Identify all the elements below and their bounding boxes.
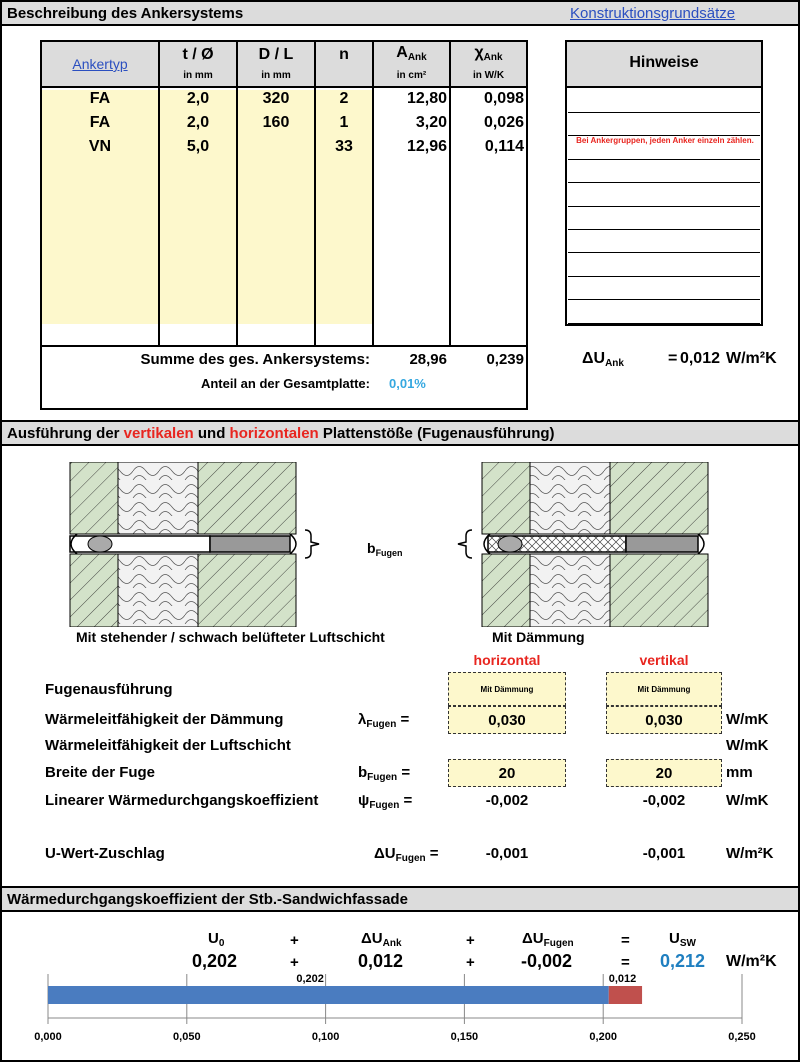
u0-value: 0,202 xyxy=(192,951,238,971)
anchor-cell-n[interactable]: 33 xyxy=(335,138,353,155)
plus-1: + xyxy=(290,932,299,949)
u-vertikal-value: -0,001 xyxy=(642,845,686,862)
lambda-unit: W/mK xyxy=(726,711,769,728)
psi-unit: W/mK xyxy=(726,792,769,809)
hint-row[interactable] xyxy=(568,230,760,253)
b-fugen-label: $b_{Fugen}$ xyxy=(367,540,403,558)
row-psi-label: Linearer Wärmedurchgangskoeffizient xyxy=(45,792,319,809)
lambda-symbol: $\lambda_{Fugen}$ = xyxy=(358,711,410,730)
anchor-cell-t[interactable]: 2,0 xyxy=(186,114,210,131)
row-luft-label: Wärmeleitfähigkeit der Luftschicht xyxy=(45,737,291,754)
anchor-cell-t[interactable]: 2,0 xyxy=(186,90,210,107)
usw-value: 0,212 xyxy=(660,951,706,971)
psi-vertikal-value: -0,002 xyxy=(642,792,686,809)
usw-bar-chart xyxy=(0,960,800,1050)
col-a: $A_{Ank}$ xyxy=(396,44,427,63)
sum-label: Summe des ges. Ankersystems: xyxy=(140,351,370,368)
breite-symbol: $b_{Fugen}$ = xyxy=(358,764,411,783)
caption-air: Mit stehender / schwach belüfteter Luftschicht xyxy=(76,629,385,645)
sum-chi: 0,239 xyxy=(486,351,524,368)
equals-2: = xyxy=(621,954,630,971)
x-tick-label: 0,150 xyxy=(450,1031,479,1043)
plus-3: + xyxy=(466,932,475,949)
joint-drawing-insulation xyxy=(448,462,718,627)
bar-label-0: 0,202 xyxy=(296,973,324,985)
usw-unit: W/m²K xyxy=(726,953,777,970)
hinweis-text: Bei Ankergruppen, jeden Anker einzeln zählen. xyxy=(576,136,754,145)
bar-segment-1 xyxy=(609,986,642,1004)
bar-segment-0 xyxy=(48,986,609,1004)
hint-row[interactable] xyxy=(568,277,760,300)
col-d: D / L xyxy=(258,46,294,63)
lambda-vertikal-input[interactable]: 0,030 xyxy=(606,706,722,734)
psi-horizontal-value: -0,002 xyxy=(485,792,529,809)
hint-row[interactable] xyxy=(568,160,760,183)
anchor-cell-n[interactable]: 1 xyxy=(339,114,349,131)
anchor-cell-a: 12,80 xyxy=(406,90,447,107)
anchor-cell-chi: 0,114 xyxy=(484,138,524,155)
row-u-label: U-Wert-Zuschlag xyxy=(45,845,165,862)
anchor-cell-d[interactable]: 160 xyxy=(262,114,290,131)
col-n: n xyxy=(339,46,349,63)
anchor-cell-chi: 0,098 xyxy=(483,90,524,107)
hint-row[interactable] xyxy=(568,254,760,277)
col-t: t / Ø xyxy=(182,46,214,63)
u-unit: W/m²K xyxy=(726,845,774,862)
breite-vertikal-input[interactable]: 20 xyxy=(606,759,722,787)
row-breite-label: Breite der Fuge xyxy=(45,764,156,781)
delta-u-fugen-symbol: $\Delta U_{Fugen}$ xyxy=(522,930,574,949)
anchor-cell-t[interactable]: 5,0 xyxy=(186,138,210,155)
anchor-cell-chi: 0,026 xyxy=(483,114,524,131)
plus-4: + xyxy=(466,954,475,971)
delta-u-ank-symbol-2: $\Delta U_{Ank}$ xyxy=(361,930,402,949)
anchor-cell-typ[interactable]: VN xyxy=(88,138,112,155)
x-tick-label: 0,000 xyxy=(34,1031,62,1043)
section-title: Beschreibung des Ankersystems xyxy=(7,5,244,22)
u0-symbol: $U_0$ xyxy=(208,930,225,949)
breite-unit: mm xyxy=(726,764,753,781)
psi-symbol: $\psi_{Fugen}$ = xyxy=(358,792,413,811)
x-tick-label: 0,050 xyxy=(173,1031,201,1043)
hint-row[interactable] xyxy=(568,90,760,113)
lambda-horizontal-input[interactable]: 0,030 xyxy=(448,706,566,734)
equals-1: = xyxy=(621,932,630,949)
joint-drawing-air xyxy=(55,462,335,627)
plus-2: + xyxy=(290,954,299,971)
col-a-unit: in cm² xyxy=(396,70,427,81)
hint-row[interactable] xyxy=(568,301,760,324)
u-fugen-symbol: $\Delta U_{Fugen}$ = xyxy=(374,845,439,864)
x-tick-label: 0,250 xyxy=(728,1031,756,1043)
col-vertikal: vertikal xyxy=(639,652,689,668)
col-ankertyp-link[interactable]: Ankertyp xyxy=(72,56,128,72)
delta-u-ank-unit: W/m²K xyxy=(726,350,777,367)
konstruktion-link[interactable]: Konstruktionsgrundsätze xyxy=(570,5,736,22)
delta-u-ank-symbol: $\Delta U_{Ank}$ xyxy=(582,350,624,369)
col-chi-unit: in W/K xyxy=(472,70,505,81)
breite-horizontal-input[interactable]: 20 xyxy=(448,759,566,787)
anchor-cell-typ[interactable]: FA xyxy=(89,90,111,107)
u-horizontal-value: -0,001 xyxy=(485,845,529,862)
ausfuehrung-horizontal-select[interactable]: Mit Dämmung xyxy=(448,672,566,706)
section-header-fugen: Ausführung der vertikalen und horizontalen Plattenstöße (Fugenausführung) xyxy=(2,422,798,446)
usw-symbol: $U_{SW}$ xyxy=(669,930,696,949)
delta-u-ank-value: 0,012 xyxy=(679,350,720,367)
col-chi: $\chi_{Ank}$ xyxy=(474,44,503,63)
anteil-value: 0,01% xyxy=(389,376,426,391)
anchor-cell-a: 3,20 xyxy=(415,114,447,131)
delta-u-ank-eq: = xyxy=(668,350,678,367)
col-d-unit: in mm xyxy=(261,70,291,81)
anchor-cell-a: 12,96 xyxy=(406,138,447,155)
anteil-label: Anteil an der Gesamtplatte: xyxy=(200,376,370,391)
row-ausfuehrung-label: Fugenausführung xyxy=(45,681,173,698)
bar-label-1: 0,012 xyxy=(608,973,637,985)
section-header-usw: Wärmedurchgangskoeffizient der Stb.-Sandwichfassade xyxy=(2,888,798,912)
col-horizontal: horizontal xyxy=(473,652,541,668)
anchor-cell-n[interactable]: 2 xyxy=(339,90,349,107)
delta-u-fugen-value: -0,002 xyxy=(521,951,573,971)
anchor-cell-typ[interactable]: FA xyxy=(89,114,111,131)
col-t-unit: in mm xyxy=(183,70,213,81)
hint-row[interactable] xyxy=(568,184,760,207)
hint-row[interactable] xyxy=(568,207,760,230)
x-tick-label: 0,100 xyxy=(311,1031,340,1043)
hinweise-title: Hinweise xyxy=(629,54,699,71)
row-lambda-label: Wärmeleitfähigkeit der Dämmung xyxy=(45,711,284,728)
x-tick-label: 0,200 xyxy=(589,1031,617,1043)
caption-insulation: Mit Dämmung xyxy=(492,629,585,645)
hint-row[interactable] xyxy=(568,113,760,136)
luft-unit: W/mK xyxy=(726,737,769,754)
delta-u-ank-value-2: 0,012 xyxy=(358,951,404,971)
sum-area: 28,96 xyxy=(409,351,447,368)
anchor-cell-d[interactable]: 320 xyxy=(262,90,290,107)
ausfuehrung-vertikal-select[interactable]: Mit Dämmung xyxy=(606,672,722,706)
